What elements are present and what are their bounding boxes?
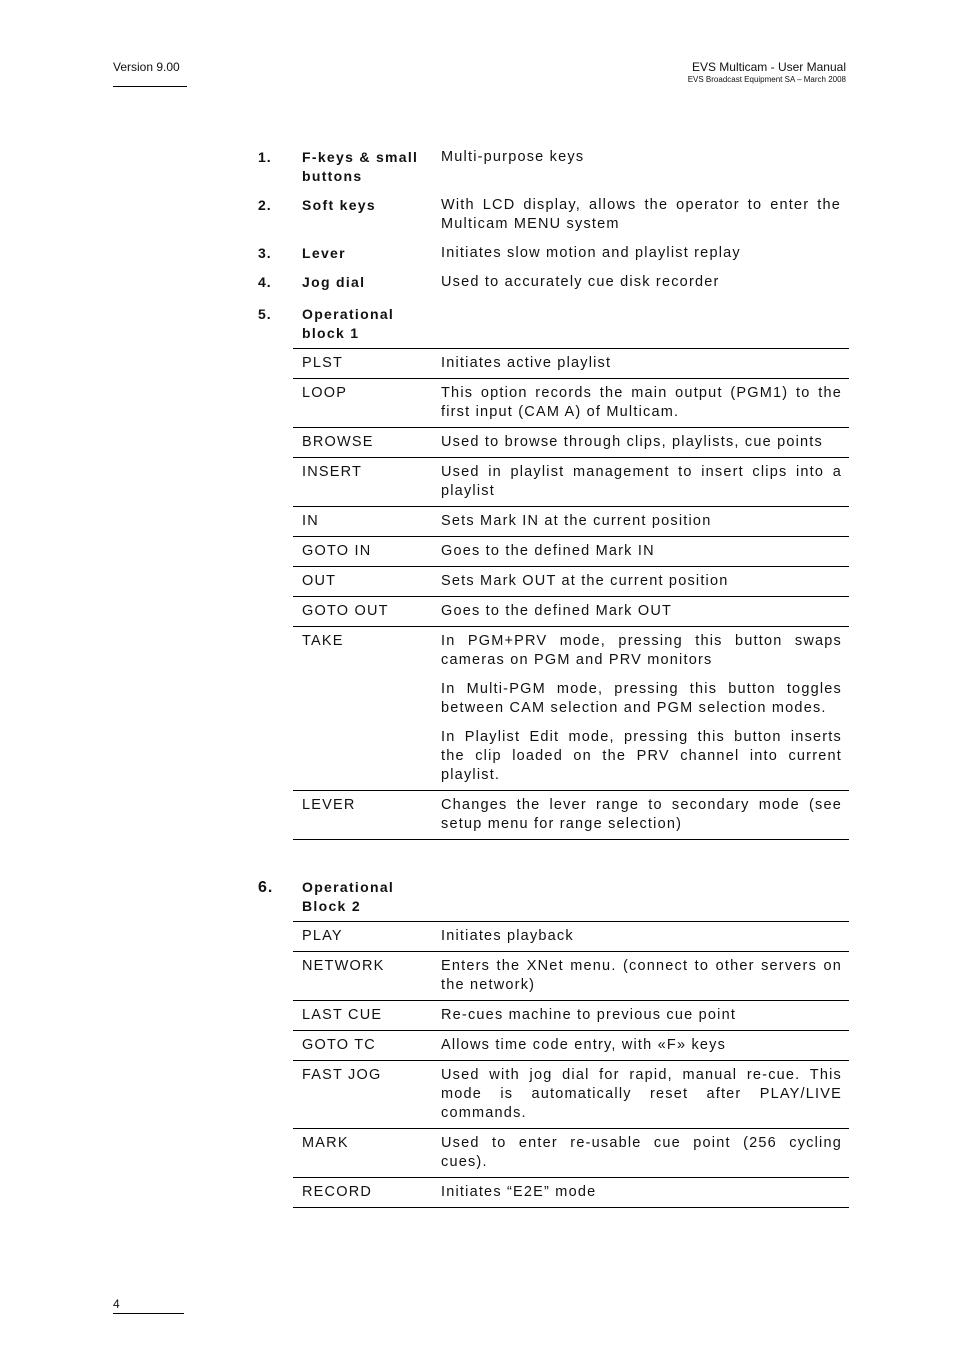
description-paragraph: This option records the main output (PGM1) to the first input (CAM A) of Multicam. — [441, 385, 842, 420]
item-number: 1. — [258, 149, 272, 165]
description-paragraph: Goes to the defined Mark IN — [441, 543, 655, 559]
description-paragraph: In Playlist Edit mode, pressing this button inserts the clip loaded on the PRV channel into current playlist. — [441, 729, 842, 783]
table-row — [293, 627, 849, 791]
button-name-cell: FAST JOG — [302, 1067, 382, 1083]
table-row — [293, 537, 849, 567]
button-description-cell — [441, 1031, 849, 1061]
item-key: Operational Block 2 — [302, 879, 395, 914]
item-description: Initiates slow motion and playlist replay — [441, 245, 741, 261]
button-name-cell: GOTO OUT — [302, 603, 389, 619]
item-description: With LCD display, allows the operator to enter the Multicam MENU system — [441, 197, 841, 232]
header-version: Version 9.00 — [113, 60, 187, 87]
button-name-cell: PLST — [302, 355, 344, 371]
operational-block-1-table — [293, 348, 849, 840]
description-paragraph: Used to enter re-usable cue point (256 cycling cues). — [441, 1135, 842, 1170]
button-description-cell — [441, 428, 849, 458]
button-description-cell — [441, 1061, 849, 1129]
button-name-cell: GOTO TC — [302, 1037, 376, 1053]
description-paragraph: Used with jog dial for rapid, manual re-cue. This mode is automatically reset after PLAY/LIVE commands. — [441, 1067, 842, 1121]
item-key: Jog dial — [302, 274, 366, 290]
table-row — [293, 458, 849, 507]
button-description-cell — [441, 952, 849, 1001]
table-row — [293, 349, 849, 379]
item-number: 5. — [258, 306, 272, 322]
button-description-cell — [441, 922, 849, 952]
button-name-cell: GOTO IN — [302, 543, 372, 559]
header-right — [688, 60, 846, 85]
item-number: 4. — [258, 274, 272, 290]
button-name-cell: LEVER — [302, 797, 356, 813]
item-key: F-keys & small buttons — [302, 149, 419, 184]
button-name-cell: IN — [302, 513, 319, 529]
description-paragraph: Allows time code entry, with «F» keys — [441, 1037, 727, 1053]
item-number: 6. — [258, 879, 274, 896]
item-key: Soft keys — [302, 197, 376, 213]
table-row — [293, 1178, 849, 1208]
description-paragraph: Initiates active playlist — [441, 355, 612, 371]
description-paragraph: In PGM+PRV mode, pressing this button swaps cameras on PGM and PRV monitors — [441, 633, 842, 668]
manual-subtitle: EVS Broadcast Equipment SA – March 2008 — [687, 75, 846, 84]
item-description: Used to accurately cue disk recorder — [441, 274, 720, 290]
description-paragraph: Enters the XNet menu. (connect to other servers on the network) — [441, 958, 842, 993]
button-name-cell: BROWSE — [302, 434, 374, 450]
button-description-cell — [441, 627, 849, 791]
button-name-cell: OUT — [302, 573, 337, 589]
item-number: 3. — [258, 245, 272, 261]
button-description-cell — [441, 1129, 849, 1178]
page-number: 4 — [113, 1297, 184, 1314]
button-name-cell: NETWORK — [302, 958, 385, 974]
table-row — [293, 952, 849, 1001]
description-paragraph: Used to browse through clips, playlists, cue points — [441, 434, 823, 450]
button-description-cell — [441, 458, 849, 507]
table-row — [293, 1031, 849, 1061]
button-description-cell — [441, 349, 849, 379]
table-row — [293, 1001, 849, 1031]
description-paragraph: In Multi-PGM mode, pressing this button toggles between CAM selection and PGM selection modes. — [441, 681, 842, 716]
operational-block-2-table — [293, 921, 849, 1208]
table-row — [293, 507, 849, 537]
description-paragraph: Used in playlist management to insert clips into a playlist — [441, 464, 842, 499]
item-key: Operational block 1 — [302, 306, 395, 341]
table-row — [293, 1129, 849, 1178]
button-name-cell: LAST CUE — [302, 1007, 383, 1023]
button-name-cell: TAKE — [302, 633, 344, 649]
button-name-cell: INSERT — [302, 464, 363, 480]
button-description-cell — [441, 379, 849, 428]
button-description-cell — [441, 1001, 849, 1031]
table-row — [293, 428, 849, 458]
table-row — [293, 791, 849, 840]
button-description-cell — [441, 507, 849, 537]
description-paragraph: Sets Mark IN at the current position — [441, 513, 712, 529]
description-paragraph: Sets Mark OUT at the current position — [441, 573, 729, 589]
table-row — [293, 567, 849, 597]
button-description-cell — [441, 791, 849, 840]
button-name-cell: MARK — [302, 1135, 349, 1151]
item-key: Lever — [302, 245, 346, 261]
table-row — [293, 379, 849, 428]
table-row — [293, 1061, 849, 1129]
table-row — [293, 597, 849, 627]
button-description-cell — [441, 597, 849, 627]
table-row — [293, 922, 849, 952]
button-name-cell: PLAY — [302, 928, 343, 944]
description-paragraph: Initiates playback — [441, 928, 574, 944]
button-description-cell — [441, 1178, 849, 1208]
button-description-cell — [441, 537, 849, 567]
button-name-cell: RECORD — [302, 1184, 373, 1200]
button-description-cell — [441, 567, 849, 597]
item-description: Multi-purpose keys — [441, 149, 585, 165]
button-name-cell: LOOP — [302, 385, 348, 401]
description-paragraph: Goes to the defined Mark OUT — [441, 603, 673, 619]
description-paragraph: Re-cues machine to previous cue point — [441, 1007, 737, 1023]
manual-title: EVS Multicam - User Manual — [691, 60, 846, 74]
description-paragraph: Initiates “E2E” mode — [441, 1184, 597, 1200]
description-paragraph: Changes the lever range to secondary mode (see setup menu for range selection) — [441, 797, 842, 832]
item-number: 2. — [258, 197, 272, 213]
